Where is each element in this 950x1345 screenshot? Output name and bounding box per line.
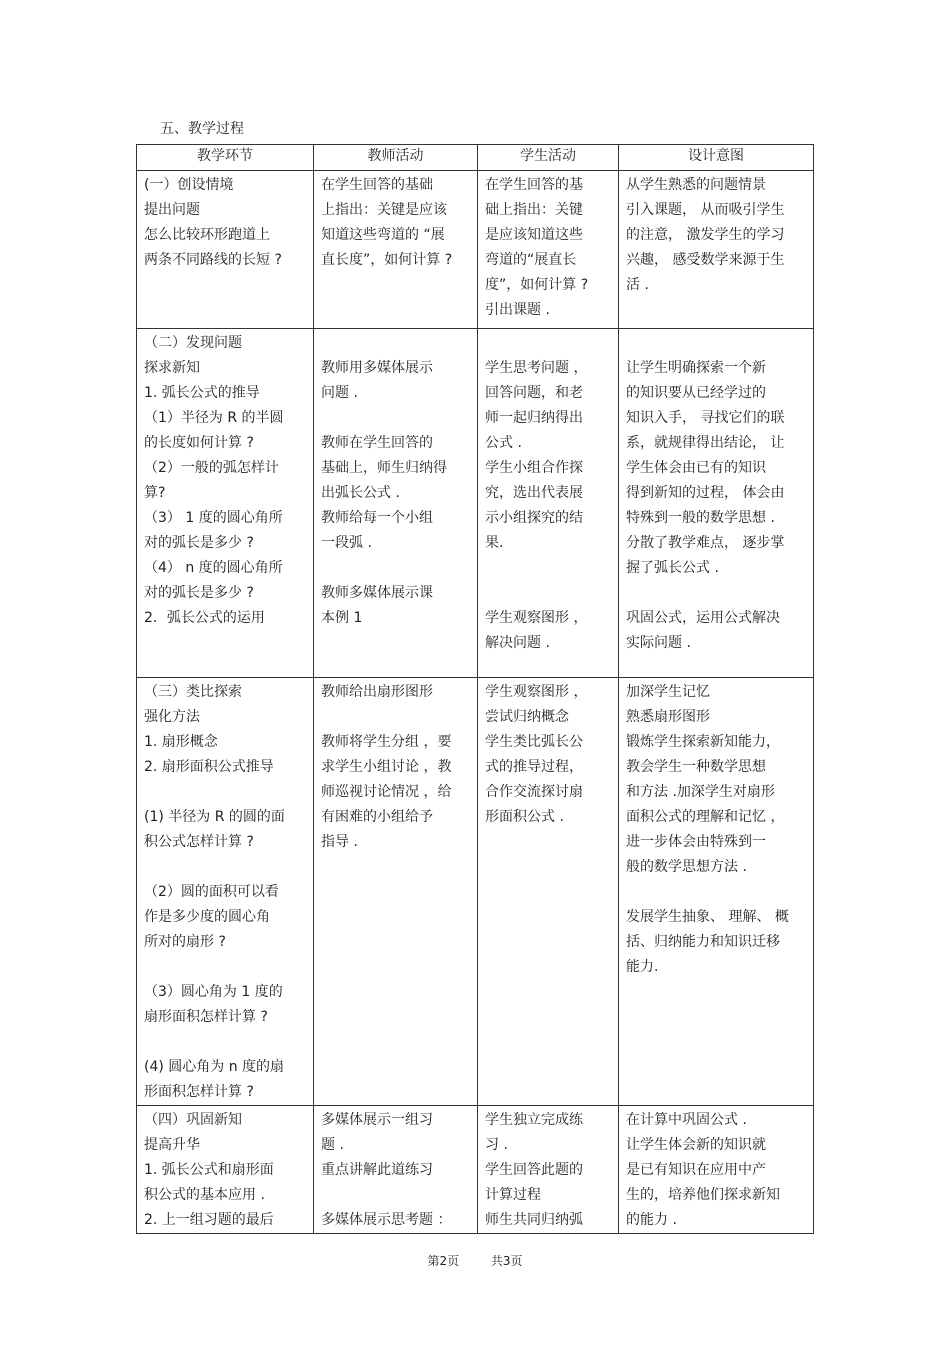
cell-line: 从学生熟悉的问题情景 [626, 177, 766, 193]
cell-line: 生的，培养他们探求新知 [626, 1187, 780, 1203]
cell-line: （四）巩固新知 [144, 1112, 242, 1128]
table-row [137, 329, 814, 678]
cell-student [478, 678, 619, 1106]
cell-line: 1. 弧长公式的推导 [144, 385, 260, 401]
cell-line: 教师用多媒体展示 [321, 360, 433, 376]
lesson-process-table [136, 144, 814, 1234]
cell-line: 引入课题， 从而吸引学生 [626, 202, 785, 218]
cell-line: 2. 扇形面积公式推导 [144, 759, 274, 775]
cell-line [144, 955, 307, 980]
cell-line: 系，就规律得出结论， 让 [626, 435, 785, 451]
cell-intent [619, 329, 814, 678]
cell-line: 提出问题 [144, 202, 200, 218]
cell-line: 学生独立完成练 [485, 1112, 583, 1128]
cell-line: （3） 1 度的圆心角所 [144, 510, 283, 526]
cell-line: 积公式怎样计算 ? [144, 834, 254, 850]
cell-line: 指导 . [321, 834, 358, 850]
cell-line: 握了弧长公式 . [626, 560, 719, 576]
cell-line [321, 556, 471, 581]
cell-teacher [314, 1106, 478, 1234]
cell-line: 的能力 . [626, 1212, 677, 1228]
cell-line: 面积公式的理解和记忆 ， [626, 809, 785, 825]
cell-line: 所对的扇形 ? [144, 934, 226, 950]
cell-line: （4） n 度的圆心角所 [144, 560, 283, 576]
header-teaching-stage: 教学环节 [137, 145, 314, 171]
cell-line: 积公式的基本应用 . [144, 1187, 265, 1203]
section-title: 五、教学过程 [160, 121, 244, 137]
cell-line: 直长度”，如何计算 ? [321, 252, 453, 268]
cell-line [626, 581, 807, 606]
cell-line: 熟悉扇形图形 [626, 709, 710, 725]
header-teacher-activity: 教师活动 [314, 145, 478, 171]
cell-intent [619, 1106, 814, 1234]
cell-line: 多媒体展示思考题 ： [321, 1212, 452, 1228]
cell-line: 解决问题 . [485, 635, 550, 651]
cell-line: 知道这些弯道的 “展 [321, 227, 445, 243]
cell-line [321, 1183, 471, 1208]
cell-line: 学生思考问题 ， [485, 360, 588, 376]
cell-line: 合作交流探讨扇 [485, 784, 583, 800]
cell-line [485, 581, 612, 606]
cell-line: (4) 圆心角为 n 度的扇 [144, 1059, 285, 1075]
cell-line [485, 331, 612, 356]
cell-line: 引出课题 . [485, 302, 550, 318]
cell-line: 公式 . [485, 435, 522, 451]
cell-line: 计算过程 [485, 1187, 541, 1203]
cell-line: (1) 半径为 R 的圆的面 [144, 809, 285, 825]
page-footer [0, 1252, 950, 1269]
cell-line: 多媒体展示一组习 [321, 1112, 433, 1128]
cell-line: 师生共同归纳弧 [485, 1212, 583, 1228]
cell-line: （2）圆的面积可以看 [144, 884, 279, 900]
cell-line: 学生类比弧长公 [485, 734, 583, 750]
cell-line: 是应该知道这些 [485, 227, 583, 243]
cell-line: 锻炼学生探索新知能力， [626, 734, 780, 750]
cell-line: 提高升华 [144, 1137, 200, 1153]
cell-line: 让学生体会新的知识就 [626, 1137, 766, 1153]
cell-line: 教师将学生分组 ，要 [321, 734, 452, 750]
cell-stage [137, 678, 314, 1106]
cell-line: 是已有知识在应用中产 [626, 1162, 766, 1178]
cell-line: 出弧长公式 . [321, 485, 400, 501]
header-design-intent: 设计意图 [619, 145, 814, 171]
cell-line: 2．弧长公式的运用 [144, 610, 265, 626]
cell-line: 的注意， 激发学生的学习 [626, 227, 785, 243]
cell-line: 学生观察图形 ， [485, 610, 588, 626]
cell-line: 在学生回答的基 [485, 177, 583, 193]
cell-line: 习 . [485, 1137, 508, 1153]
cell-line: 学生体会由已有的知识 [626, 460, 766, 476]
cell-line: 加深学生记忆 [626, 684, 710, 700]
table-row [137, 1106, 814, 1234]
cell-line: 度”，如何计算 ? [485, 277, 589, 293]
cell-student [478, 1106, 619, 1234]
cell-line: 怎么比较环形跑道上 [144, 227, 270, 243]
cell-line [144, 780, 307, 805]
cell-line: 特殊到一般的数学思想 . [626, 510, 775, 526]
header-student-activity: 学生活动 [478, 145, 619, 171]
cell-stage [137, 329, 314, 678]
cell-line: 分散了教学难点， 逐步掌 [626, 535, 785, 551]
cell-line: 强化方法 [144, 709, 200, 725]
cell-intent [619, 678, 814, 1106]
cell-line: 括、归纳能力和知识迁移 [626, 934, 780, 950]
cell-line: 教会学生一种数学思想 [626, 759, 766, 775]
cell-line: 在学生回答的基础 [321, 177, 433, 193]
cell-line: 让学生明确探索一个新 [626, 360, 766, 376]
cell-line: 活 . [626, 277, 649, 293]
cell-line: 兴趣， 感受数学来源于生 [626, 252, 785, 268]
cell-line: 式的推导过程， [485, 759, 583, 775]
cell-line: 回答问题，和老 [485, 385, 583, 401]
cell-line: 弯道的“展直长 [485, 252, 577, 268]
cell-line: 师一起归纳得出 [485, 410, 583, 426]
cell-line: 教师多媒体展示课 [321, 585, 433, 601]
cell-line: 教师给每一个小组 [321, 510, 433, 526]
cell-line: 学生回答此题的 [485, 1162, 583, 1178]
cell-line: 果. [485, 535, 504, 551]
page-total: 共3页 [490, 1254, 523, 1268]
cell-line: 的知识要从已经学过的 [626, 385, 766, 401]
cell-line: 一段弧 . [321, 535, 372, 551]
cell-line: 巩固公式，运用公式解决 [626, 610, 780, 626]
cell-line: 形面积怎样计算 ? [144, 1084, 254, 1100]
table-row [137, 171, 814, 329]
cell-line [321, 406, 471, 431]
cell-line: 重点讲解此道练习 [321, 1162, 433, 1178]
cell-line: 1. 弧长公式和扇形面 [144, 1162, 274, 1178]
cell-line: 和方法 .加深学生对扇形 [626, 784, 775, 800]
cell-line: 对的弧长是多少 ? [144, 585, 254, 601]
cell-intent [619, 171, 814, 329]
cell-line [626, 331, 807, 356]
cell-line: 示小组探究的结 [485, 510, 583, 526]
cell-line: （3）圆心角为 1 度的 [144, 984, 283, 1000]
cell-line: 上指出：关键是应该 [321, 202, 447, 218]
cell-line [144, 1030, 307, 1055]
cell-line: 般的数学思想方法 . [626, 859, 747, 875]
cell-line: 基础上，师生归纳得 [321, 460, 447, 476]
cell-line [321, 331, 471, 356]
cell-teacher [314, 171, 478, 329]
cell-line: 学生观察图形 ， [485, 684, 588, 700]
cell-line: 扇形面积怎样计算 ? [144, 1009, 268, 1025]
cell-line: 的长度如何计算 ? [144, 435, 254, 451]
cell-line: 有困难的小组给予 [321, 809, 433, 825]
cell-line: （二）发现问题 [144, 335, 242, 351]
cell-line: 本例 1 [321, 610, 363, 626]
cell-line: 教师在学生回答的 [321, 435, 433, 451]
cell-line: 教师给出扇形图形 [321, 684, 433, 700]
cell-line [485, 556, 612, 581]
cell-line [321, 705, 471, 730]
cell-line [144, 855, 307, 880]
cell-student [478, 171, 619, 329]
cell-line: 究，选出代表展 [485, 485, 583, 501]
cell-line: 得到新知的过程， 体会由 [626, 485, 785, 501]
cell-line: 师巡视讨论情况 ，给 [321, 784, 452, 800]
cell-line: 探求新知 [144, 360, 200, 376]
cell-line: （三）类比探索 [144, 684, 242, 700]
table-header-row [137, 145, 814, 171]
page-number: 第2页 [427, 1254, 460, 1268]
cell-line: 题 . [321, 1137, 344, 1153]
cell-line: 尝试归纳概念 [485, 709, 569, 725]
cell-line: 进一步体会由特殊到一 [626, 834, 766, 850]
cell-line: 学生小组合作探 [485, 460, 583, 476]
cell-student [478, 329, 619, 678]
cell-line: (一）创设情境 [144, 177, 234, 193]
cell-stage [137, 1106, 314, 1234]
cell-line: 发展学生抽象、 理解、 概 [626, 909, 789, 925]
cell-line: 在计算中巩固公式 . [626, 1112, 747, 1128]
cell-teacher [314, 329, 478, 678]
cell-line [626, 880, 807, 905]
cell-line: 作是多少度的圆心角 [144, 909, 270, 925]
cell-line: 求学生小组讨论 ，教 [321, 759, 452, 775]
cell-line: 两条不同路线的长短 ? [144, 252, 282, 268]
cell-stage [137, 171, 314, 329]
table-row [137, 678, 814, 1106]
cell-line: 对的弧长是多少 ? [144, 535, 254, 551]
cell-line: 实际问题 . [626, 635, 691, 651]
cell-line: 础上指出：关键 [485, 202, 583, 218]
cell-line: 问题 . [321, 385, 358, 401]
cell-line: 形面积公式 . [485, 809, 564, 825]
cell-line: （1）半径为 R 的半圆 [144, 410, 284, 426]
cell-line: （2）一般的弧怎样计 [144, 460, 279, 476]
cell-line: 能力. [626, 959, 659, 975]
cell-line: 1. 扇形概念 [144, 734, 218, 750]
cell-teacher [314, 678, 478, 1106]
cell-line: 算? [144, 485, 166, 501]
cell-line: 2. 上一组习题的最后 [144, 1212, 274, 1228]
cell-line: 知识入手， 寻找它们的联 [626, 410, 785, 426]
